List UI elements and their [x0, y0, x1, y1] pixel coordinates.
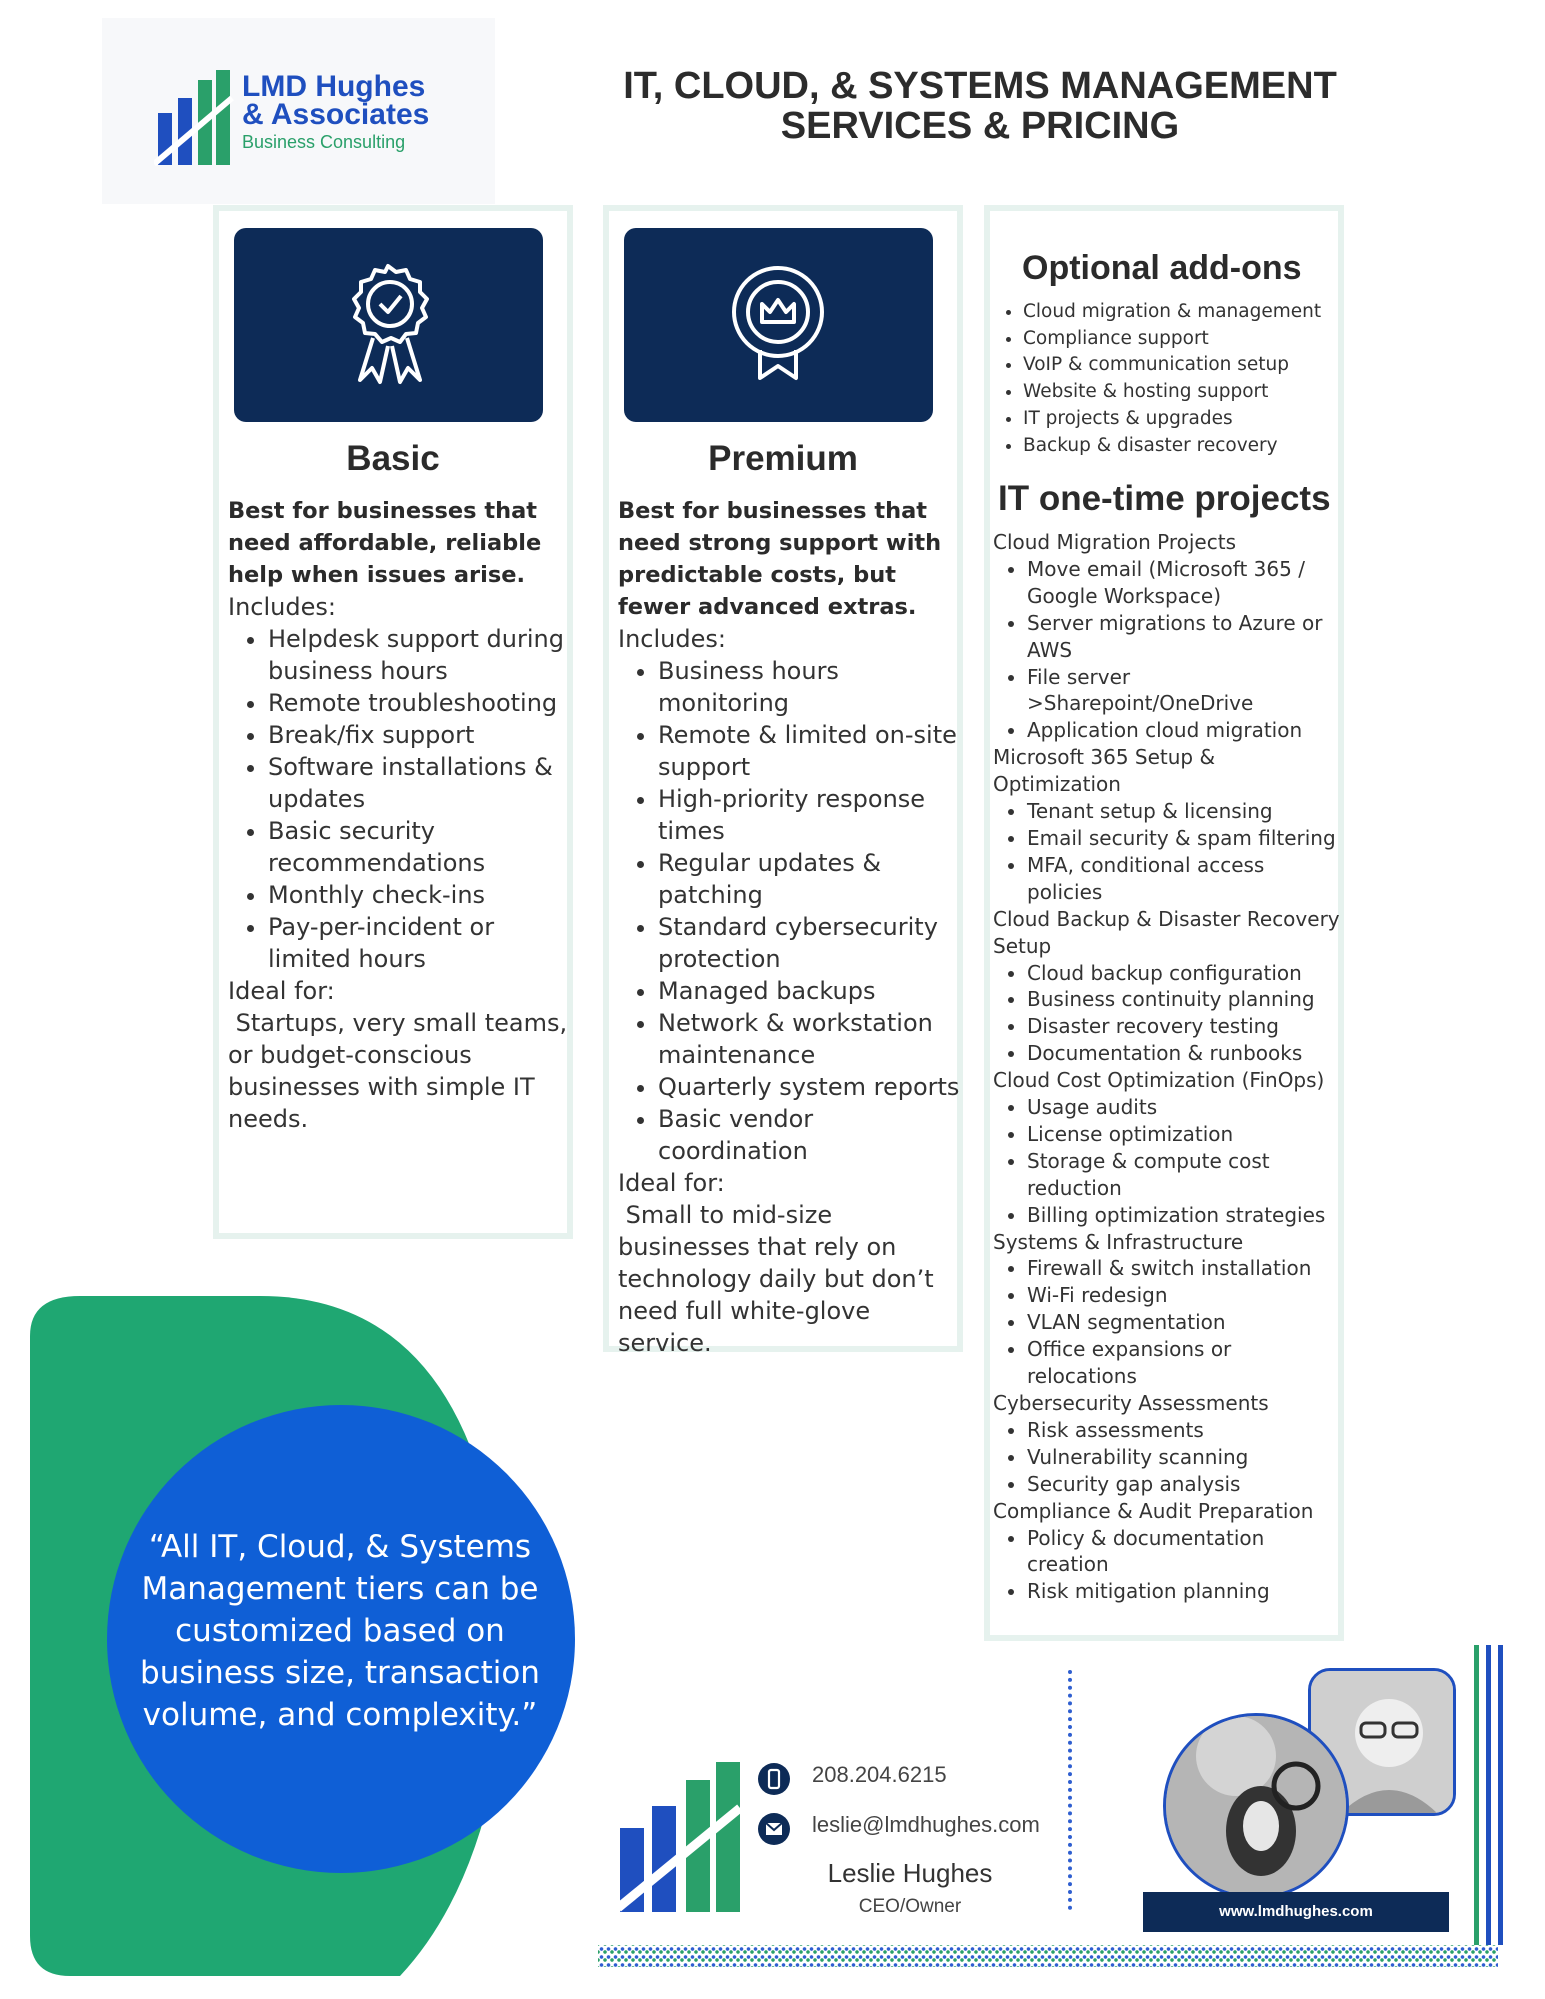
- logo-name-2: & Associates: [242, 98, 430, 131]
- project-section-heading: Microsoft 365 Setup & Optimization: [993, 745, 1216, 797]
- project-section-heading: Systems & Infrastructure: [993, 1229, 1244, 1254]
- page-title: [570, 66, 1390, 146]
- list-item: • VoIP & communication setup: [1023, 352, 1344, 379]
- premium-icon-panel: [624, 228, 933, 422]
- basic-icon-panel: [234, 228, 543, 422]
- list-item: • Security gap analysis: [1027, 1471, 1343, 1498]
- list-item: • Break/fix support: [268, 719, 573, 751]
- phone-number[interactable]: 208.204.6215: [812, 1762, 947, 1787]
- list-item: • VLAN segmentation: [1027, 1309, 1343, 1336]
- dog-photo: [1163, 1713, 1349, 1899]
- addons-list: [999, 299, 1344, 459]
- owner-name: Leslie Hughes: [827, 1858, 993, 1888]
- dotted-divider: [1068, 1670, 1076, 1910]
- list-item: • Monthly check-ins: [268, 879, 573, 911]
- list-item: • Cloud migration & management: [1023, 299, 1344, 326]
- bar-chart-logo-icon: [154, 68, 234, 168]
- list-item: • Standard cybersecurity protection: [658, 911, 963, 975]
- list-item: • Business hours monitoring: [658, 655, 963, 719]
- list-item: • Wi-Fi redesign: [1027, 1282, 1343, 1309]
- list-item: • Business continuity planning: [1027, 986, 1343, 1013]
- list-item: • License optimization: [1027, 1121, 1343, 1148]
- list-item: • Vulnerability scanning: [1027, 1444, 1343, 1471]
- list-item: • Application cloud migration: [1027, 717, 1343, 744]
- dotted-border: [598, 1945, 1498, 1967]
- envelope-icon: [758, 1813, 790, 1845]
- basic-includes-list: [228, 623, 573, 975]
- list-item: • Network & workstation maintenance: [658, 1007, 963, 1071]
- crown-badge-icon: [728, 262, 828, 388]
- project-section-heading: Cloud Backup & Disaster Recovery Setup: [993, 906, 1340, 958]
- bar-chart-logo-icon: [618, 1758, 742, 1914]
- company-logo: [102, 18, 495, 204]
- list-item: • File server >Sharepoint/OneDrive: [1027, 664, 1343, 718]
- projects-title: IT one-time projects: [998, 479, 1331, 518]
- projects-list: [993, 529, 1343, 1605]
- ideal-label: Ideal for:: [228, 977, 335, 1005]
- list-item: • Basic vendor coordination: [658, 1103, 963, 1167]
- page-title-line-1: IT, CLOUD, & SYSTEMS MANAGEMENT: [623, 65, 1337, 107]
- list-item: • Managed backups: [658, 975, 963, 1007]
- addons-card: [984, 205, 1344, 1641]
- list-item: • Storage & compute cost reduction: [1027, 1148, 1343, 1202]
- ideal-text: Small to mid-size businesses that rely on technology daily but don’t need full white-glove service.: [618, 1201, 942, 1357]
- ideal-label: Ideal for:: [618, 1169, 725, 1197]
- basic-details: [228, 591, 573, 1135]
- list-item: • Website & hosting support: [1023, 379, 1344, 406]
- owner-role: CEO/Owner: [858, 1896, 962, 1917]
- addons-title: Optional add-ons: [1022, 249, 1302, 287]
- list-item: • Backup & disaster recovery: [1023, 433, 1344, 460]
- list-item: • Regular updates & patching: [658, 847, 963, 911]
- list-item: • Move email (Microsoft 365 / Google Workspace): [1027, 556, 1343, 610]
- basic-tier-card: [213, 205, 573, 1239]
- list-item: • Remote & limited on-site support: [658, 719, 963, 783]
- project-section-heading: Compliance & Audit Preparation: [993, 1498, 1314, 1523]
- basic-tagline: Best for businesses that need affordable, reliable help when issues arise.: [228, 498, 542, 588]
- list-item: • Risk assessments: [1027, 1417, 1343, 1444]
- list-item: • Basic security recommendations: [268, 815, 573, 879]
- project-section-heading: Cloud Migration Projects: [993, 530, 1236, 554]
- list-item: • Email security & spam filtering: [1027, 825, 1343, 852]
- premium-tagline: Best for businesses that need strong support with predictable costs, but fewer advanced extras.: [618, 498, 942, 620]
- list-item: • Risk mitigation planning: [1027, 1578, 1343, 1605]
- project-section-heading: Cloud Cost Optimization (FinOps): [993, 1068, 1325, 1093]
- list-item: • IT projects & upgrades: [1023, 406, 1344, 433]
- list-item: • Office expansions or relocations: [1027, 1336, 1343, 1390]
- list-item: • Software installations & updates: [268, 751, 573, 815]
- email-address[interactable]: leslie@lmdhughes.com: [812, 1812, 1040, 1837]
- basic-title: Basic: [346, 439, 440, 478]
- premium-title: Premium: [708, 439, 858, 478]
- logo-name: LMD Hughes: [242, 70, 426, 103]
- decorative-stripes: [1472, 1645, 1512, 1945]
- list-item: • High-priority response times: [658, 783, 963, 847]
- award-ribbon-icon: [338, 262, 438, 388]
- website-link[interactable]: www.lmdhughes.com: [1143, 1892, 1449, 1932]
- quote-text: “All IT, Cloud, & Systems Management tiers can be customized based on business size, transaction volume, and complexity.”: [140, 1529, 540, 1733]
- premium-includes-list: [618, 655, 963, 1167]
- list-item: • Helpdesk support during business hours: [268, 623, 573, 687]
- logo-tagline: Business Consulting: [242, 132, 406, 152]
- page-title-line-2: SERVICES & PRICING: [780, 105, 1180, 147]
- list-item: • Cloud backup configuration: [1027, 960, 1343, 987]
- includes-label: Includes:: [618, 625, 726, 653]
- list-item: • MFA, conditional access policies: [1027, 852, 1343, 906]
- list-item: • Usage audits: [1027, 1094, 1343, 1121]
- project-section-heading: Cybersecurity Assessments: [993, 1391, 1269, 1415]
- list-item: • Server migrations to Azure or AWS: [1027, 610, 1343, 664]
- list-item: • Disaster recovery testing: [1027, 1013, 1343, 1040]
- ideal-text: Startups, very small teams, or budget-conscious businesses with simple IT needs.: [228, 1009, 575, 1133]
- premium-details: [618, 623, 963, 1359]
- list-item: • Documentation & runbooks: [1027, 1040, 1343, 1067]
- list-item: • Tenant setup & licensing: [1027, 798, 1343, 825]
- list-item: • Pay-per-incident or limited hours: [268, 911, 573, 975]
- list-item: • Billing optimization strategies: [1027, 1202, 1343, 1229]
- list-item: • Policy & documentation creation: [1027, 1525, 1343, 1579]
- list-item: • Quarterly system reports: [658, 1071, 963, 1103]
- premium-tier-card: [603, 205, 963, 1357]
- list-item: • Firewall & switch installation: [1027, 1255, 1343, 1282]
- phone-icon: [758, 1763, 790, 1795]
- list-item: • Compliance support: [1023, 326, 1344, 353]
- includes-label: Includes:: [228, 593, 336, 621]
- list-item: • Remote troubleshooting: [268, 687, 573, 719]
